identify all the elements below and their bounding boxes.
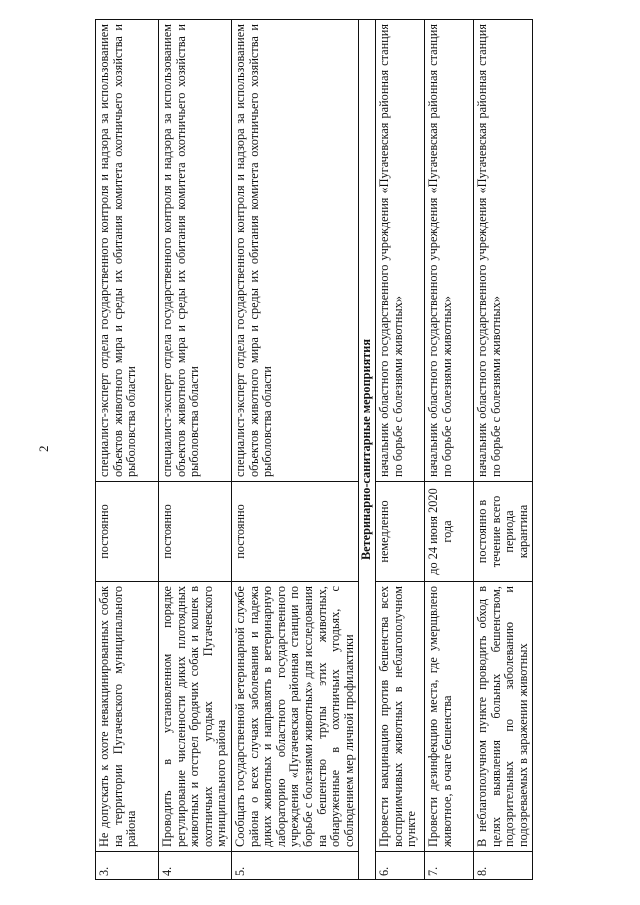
row-term: постоянно bbox=[231, 482, 358, 582]
row-responsible: специалист-эксперт отдела государственного контроля и надзора за использованием объектов животного мира и среды их обитания комитета охотничьего хозяйства и рыболовства области bbox=[159, 20, 232, 482]
row-responsible: начальник областного государственного учреждения «Пугачевская районная станция по борьбе с болезнями животных» bbox=[473, 20, 532, 482]
row-responsible: специалист-эксперт отдела государственного контроля и надзора за использованием объектов животного мира и среды их обитания комитета охотничьего хозяйства и рыболовства области bbox=[231, 20, 358, 482]
row-number: 6. bbox=[375, 852, 424, 880]
row-number: 4. bbox=[159, 852, 232, 880]
page-number: 2 bbox=[36, 445, 51, 452]
row-term: немедленно bbox=[375, 482, 424, 582]
row-responsible: начальник областного государственного учреждения «Пугачевская районная станция по борьбе с болезнями животных» bbox=[375, 20, 424, 482]
row-term: постоянно bbox=[96, 482, 159, 582]
row-number: 5. bbox=[231, 852, 358, 880]
row-term: до 24 июня 2020 года bbox=[424, 482, 473, 582]
row-responsible: начальник областного государственного учреждения «Пугачевская районная станция по борьбе с болезнями животных» bbox=[424, 20, 473, 482]
table-row bbox=[473, 20, 532, 880]
row-number: 8. bbox=[473, 852, 532, 880]
row-number: 7. bbox=[424, 852, 473, 880]
table-row bbox=[375, 20, 424, 880]
row-action: Проводить в установленном порядке регулирование численности диких плотоядных животных и отстрел бродячих собак и кошек в охотничьих угодьях Пугачевского муниципального района bbox=[159, 582, 232, 852]
row-number: 3. bbox=[96, 852, 159, 880]
row-responsible: специалист-эксперт отдела государственного контроля и надзора за использованием объектов животного мира и среды их обитания комитета охотничьего хозяйства и рыболовства области bbox=[96, 20, 159, 482]
row-action: Сообщать государственной ветеринарной службе района о всех случаях заболевания и падежа диких животных и направлять в ветеринарную лабораторию областного государственного учреждения «Пугачевская районная станции по борьбе с болезнями животных» для исследования на бешенство трупы этих животных, обнаруженные в охотничьих угодьях, с соблюдением мер личной профилактики bbox=[231, 582, 358, 852]
table-row bbox=[424, 20, 473, 880]
row-term: постоянно bbox=[159, 482, 232, 582]
row-action: Не допускать к охоте невакцинированных собак на территории Пугачевского муниципального района bbox=[96, 582, 159, 852]
row-action: В неблагополучном пункте проводить обход в целях выявления больных бешенством, подозрительных по заболеванию и подозреваемых в заражении животных bbox=[473, 582, 532, 852]
row-action: Провести дезинфекцию места, где умерщвлено животное, в очаге бешенства bbox=[424, 582, 473, 852]
table-row bbox=[159, 20, 232, 880]
table-row bbox=[231, 20, 358, 880]
table-row bbox=[96, 20, 159, 880]
row-term: постоянно в течение всего периода карантина bbox=[473, 482, 532, 582]
measures-table bbox=[95, 19, 533, 880]
measures-table-sheet bbox=[95, 20, 550, 880]
row-action: Провести вакцинацию против бешенства всех восприимчивых животных в неблагополучном пункте bbox=[375, 582, 424, 852]
section-title: Ветеринарно-санитарные мероприятия bbox=[359, 20, 376, 880]
section-row bbox=[359, 20, 376, 880]
